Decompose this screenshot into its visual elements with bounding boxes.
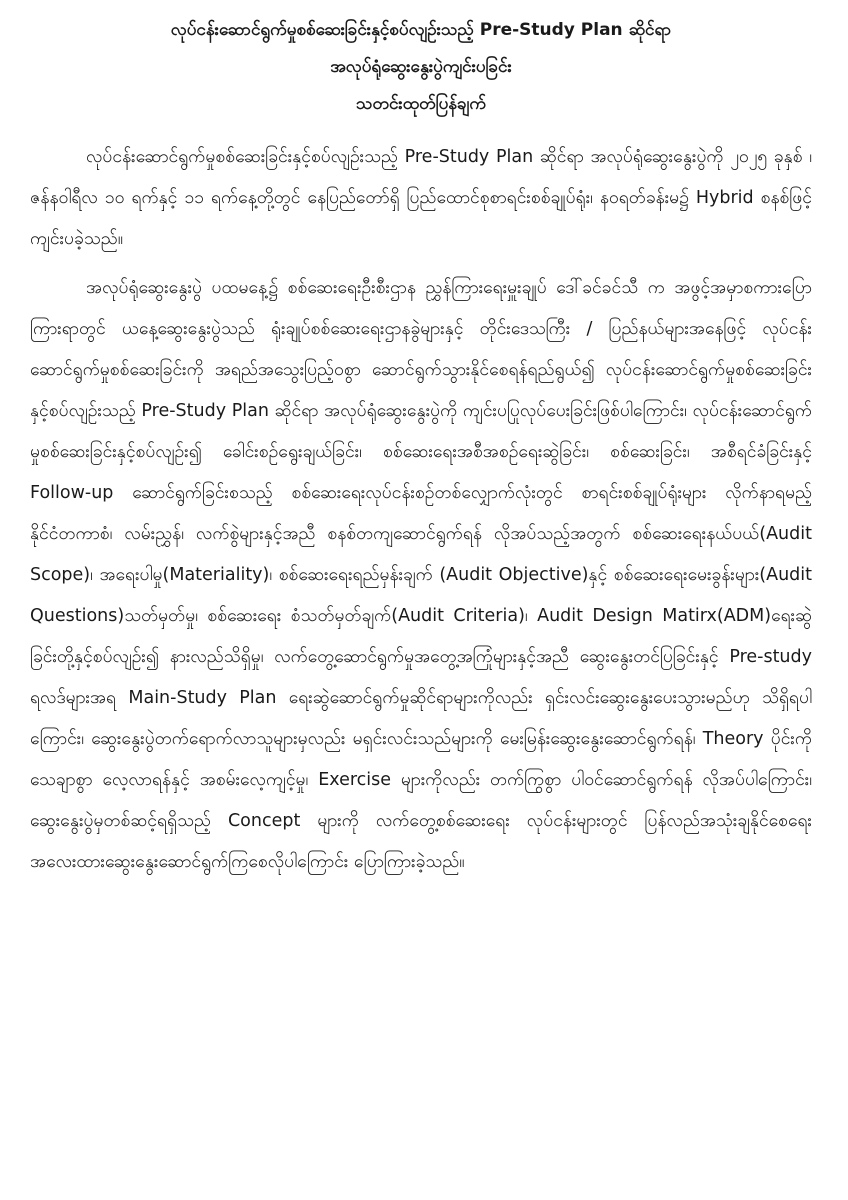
title-line-1: လုပ်ငန်းဆောင်ရွက်မှုစစ်ဆေးခြင်းနှင့်စပ်လျဉ်းသည့် Pre-Study Plan ဆိုင်ရာ [170, 20, 672, 40]
document-title [30, 12, 812, 123]
title-line-3: သတင်းထုတ်ပြန်ချက် [356, 94, 486, 114]
title-line-2: အလုပ်ရုံဆွေးနွေးပွဲကျင်းပခြင်း [330, 57, 512, 77]
paragraph-1: လုပ်ငန်းဆောင်ရွက်မှုစစ်ဆေးခြင်းနှင့်စပ်လျဉ်းသည့် Pre-Study Plan ဆိုင်ရာ အလုပ်ရုံဆွေးနွေးပွဲကို ၂၀၂၅ ခုနှစ် ၊ ဇန်နဝါရီလ ၁၀ ရက်နှင့် ၁၁ ရက်နေ့တို့တွင် နေပြည်တော်ရှိ ပြည်ထောင်စုစာရင်းစစ်ချုပ်ရုံး၊ နဝရတ်ခန်းမ၌ Hybrid စနစ်ဖြင့် ကျင်းပခဲ့သည်။ [30, 147, 812, 249]
paragraph-2: အလုပ်ရုံဆွေးနွေးပွဲ ပထမနေ့၌ စစ်ဆေးရေးဦးစီးဌာန ညွှန်ကြားရေးမှူးချုပ် ဒေါ်ခင်ခင်သီ က အဖွင့်အမှာစကားပြောကြားရာတွင် ယနေ့ဆွေးနွေးပွဲသည် ရုံးချုပ်စစ်ဆေးရေးဌာနခွဲများနှင့် တိုင်းဒေသကြီး / ပြည်နယ်များအနေဖြင့် လုပ်ငန်းဆောင်ရွက်မှုစစ်ဆေးခြင်းကို အရည်အသွေးပြည့်ဝစွာ ဆောင်ရွက်သွားနိုင်စေရန်ရည်ရွယ်၍ လုပ်ငန်းဆောင်ရွက်မှုစစ်ဆေးခြင်းနှင့်စပ်လျဉ်းသည့် Pre-Study Plan ဆိုင်ရာ အလုပ်ရုံဆွေးနွေးပွဲကို ကျင်းပပြုလုပ်ပေးခြင်းဖြစ်ပါကြောင်း၊ လုပ်ငန်းဆောင်ရွက်မှုစစ်ဆေးခြင်းနှင့်စပ်လျဉ်း၍ ခေါင်းစဉ်ရွေးချယ်ခြင်း၊ စစ်ဆေးရေးအစီအစဉ်ရေးဆွဲခြင်း၊ စစ်ဆေးခြင်း၊ အစီရင်ခံခြင်းနှင့် Follow-up ဆောင်ရွက်ခြင်းစသည့် စစ်ဆေးရေးလုပ်ငန်းစဉ်တစ်လျှောက်လုံးတွင် စာရင်းစစ်ချုပ်ရုံးများ လိုက်နာရမည့် နိုင်ငံတကာစံ၊ လမ်းညွှန်၊ လက်စွဲများနှင့်အညီ စနစ်တကျဆောင်ရွက်ရန် လိုအပ်သည့်အတွက် စစ်ဆေးရေးနယ်ပယ်(Audit Scope)၊ အရေးပါမှု(Materiality)၊ စစ်ဆေးရေးရည်မှန်းချက် (Audit Objective)နှင့် စစ်ဆေးရေးမေးခွန်းများ(Audit Questions)သတ်မှတ်မှု၊ စစ်ဆေးရေး စံသတ်မှတ်ချက်(Audit Criteria)၊ Audit Design Matirx(ADM)ရေးဆွဲခြင်းတို့နှင့်စပ်လျဉ်း၍ နားလည်သိရှိမှု၊ လက်တွေ့ဆောင်ရွက်မှုအတွေ့အကြုံများနှင့်အညီ ဆွေးနွေးတင်ပြခြင်းနှင့် Pre-study ရလဒ်များအရ Main-Study Plan ရေးဆွဲဆောင်ရွက်မှုဆိုင်ရာများကိုလည်း ရှင်းလင်းဆွေးနွေးပေးသွားမည်ဟု သိရှိရပါကြောင်း၊ ဆွေးနွေးပွဲတက်ရောက်လာသူများမှလည်း မရှင်းလင်းသည်များကို မေးမြန်းဆွေးနွေးဆောင်ရွက်ရန်၊ Theory ပိုင်းကို သေချာစွာ လေ့လာရန်နှင့် အစမ်းလေ့ကျင့်မှု၊ Exercise များကိုလည်း တက်ကြွစွာ ပါဝင်ဆောင်ရွက်ရန် လိုအပ်ပါကြောင်း၊ ဆွေးနွေးပွဲမှတစ်ဆင့်ရရှိသည့် Concept များကို လက်တွေ့စစ်ဆေးရေး လုပ်ငန်းများတွင် ပြန်လည်အသုံးချနိုင်စေရေး အလေးထားဆွေးနွေးဆောင်ရွက်ကြစေလိုပါကြောင်း ပြောကြားခဲ့သည်။ [30, 278, 812, 872]
document-body [30, 137, 812, 883]
